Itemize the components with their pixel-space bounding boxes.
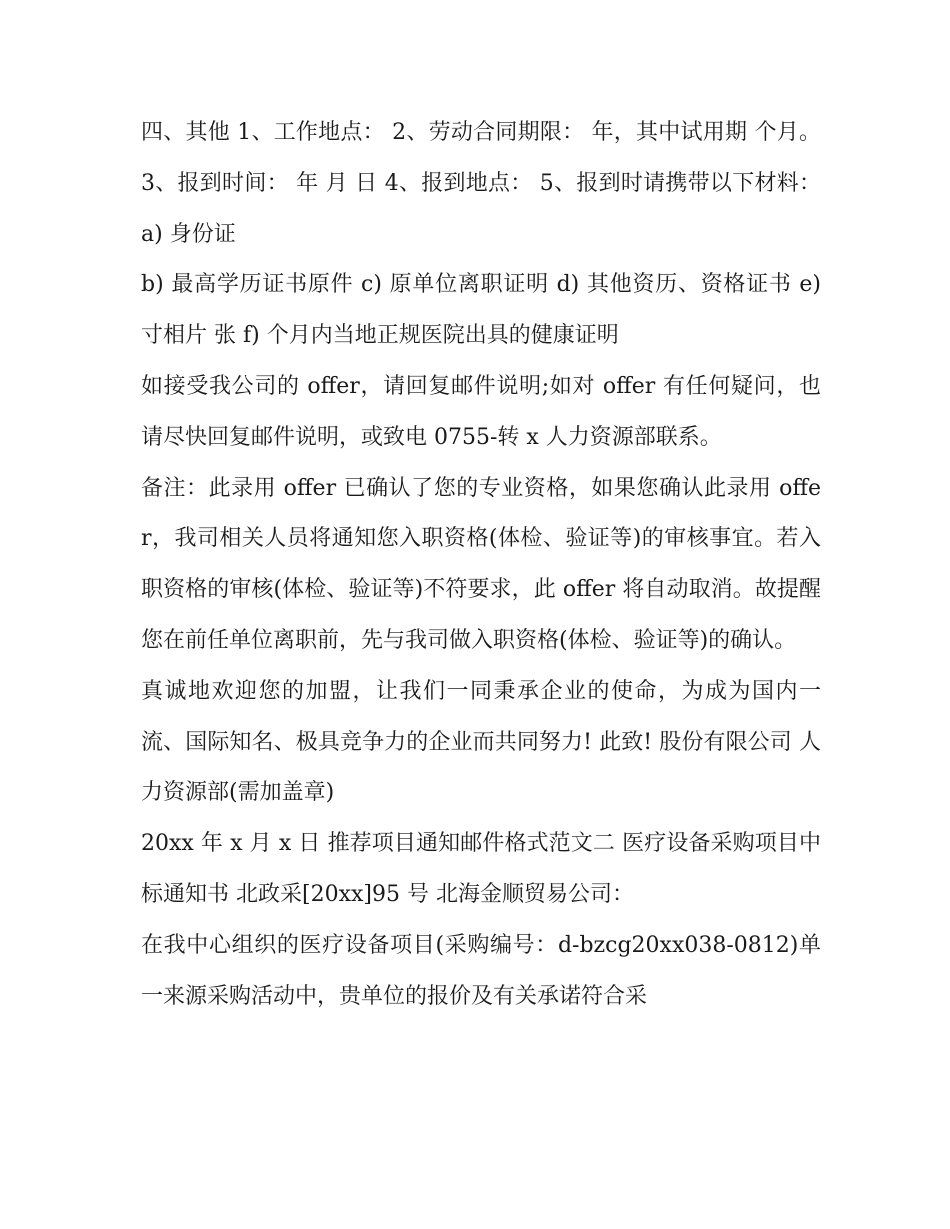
paragraph-remarks: 备注：此录用 offer 已确认了您的专业资格，如果您确认此录用 offer，我司相关人员将通知您入职资格(体检、验证等)的审核事宜。若入职资格的审核(体检、验证等)不符要求，此 offer 将自动取消。故提醒您在前任单位离职前，先与我司做入职资格(体检、验证等)的确认。 — [141, 475, 821, 653]
paragraph-required-materials: b) 最高学历证书原件 c) 原单位离职证明 d) 其他资历、资格证书 e) 寸相片 张 f) 个月内当地正规医院出具的健康证明 — [141, 272, 821, 349]
document-body — [141, 108, 821, 1022]
paragraph-other-terms: 四、其他 1、工作地点： 2、劳动合同期限： 年，其中试用期 个月。 3、报到时间： 年 月 日 4、报到地点： 5、报到时请携带以下材料： a) 身份证 — [141, 120, 821, 247]
paragraph-procurement-body: 在我中心组织的医疗设备项目(采购编号：d-bzcg20xx038-0812)单一来源采购活动中，贵单位的报价及有关承诺符合采 — [141, 932, 821, 1009]
paragraph-welcome-closing: 真诚地欢迎您的加盟，让我们一同秉承企业的使命，为成为国内一流、国际知名、极具竞争力的企业而共同努力! 此致! 股份有限公司 人力资源部(需加盖章) — [141, 678, 821, 806]
paragraph-notice-heading: 20xx 年 x 月 x 日 推荐项目通知邮件格式范文二 医疗设备采购项目中标通知书 北政采[20xx]95 号 北海金顺贸易公司： — [141, 831, 821, 907]
paragraph-offer-reply: 如接受我公司的 offer，请回复邮件说明;如对 offer 有任何疑问，也请尽快回复邮件说明，或致电 0755-转 x 人力资源部联系。 — [141, 373, 821, 450]
